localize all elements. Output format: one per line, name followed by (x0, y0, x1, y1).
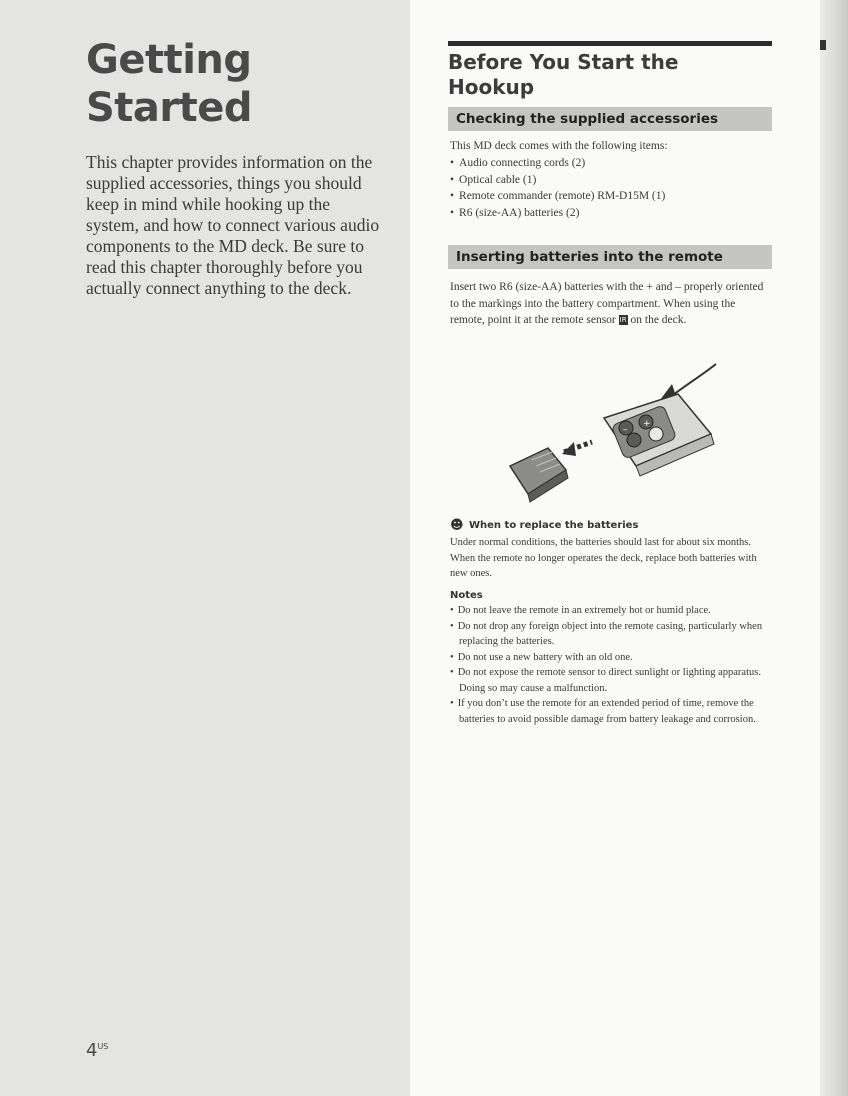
note-item: • Do not drop any foreign object into the remote casing, particularly when replacing the batteries. (450, 619, 772, 650)
tip-text: Under normal conditions, the batteries should last for about six months. When the remote no longer operates the deck, replace both batteries with new ones. (450, 537, 757, 579)
page-number-value: 4 (86, 1040, 98, 1061)
page-number-suffix: US (97, 1042, 109, 1051)
lightbulb-icon: ☻ (450, 518, 464, 533)
batteries-text-end: on the deck. (630, 314, 687, 326)
list-item: • Optical cable (1) (450, 172, 772, 189)
list-item: • Audio connecting cords (2) (450, 155, 772, 172)
page-number (86, 1040, 108, 1061)
note-item: • Do not leave the remote in an extremely hot or humid place. (450, 603, 772, 619)
batteries-instructions (450, 279, 772, 329)
note-item: • Do not expose the remote sensor to direct sunlight or lighting apparatus. Doing so may cause a malfunction. (450, 665, 772, 696)
chapter-title: Getting Started (86, 37, 253, 131)
list-item: • R6 (size-AA) batteries (2) (450, 205, 772, 222)
note-item: • Do not use a new battery with an old one. (450, 650, 772, 666)
notes-list (450, 603, 772, 727)
edge-mark (820, 40, 826, 50)
batteries-heading: Inserting batteries into the remote (448, 245, 772, 269)
note-item: • If you don’t use the remote for an extended period of time, remove the batteries to avoid possible damage from battery leakage and corrosion. (450, 696, 772, 727)
chapter-intro: This chapter provides information on the supplied accessories, things you should keep in mind while hooking up the system, and how to connect various audio components to the MD deck. Be sure to read this chapter thoroughly before you actually connect anything to the deck. (86, 152, 380, 298)
battery-minus-label: – (623, 425, 628, 435)
section-title: Before You Start the Hookup (448, 50, 679, 99)
notes-heading: Notes (450, 590, 483, 601)
battery (627, 433, 641, 447)
tip-heading: When to replace the batteries (469, 520, 639, 531)
list-item: • Remote commander (remote) RM-D15M (1) (450, 188, 772, 205)
batteries-text: Insert two R6 (size-AA) batteries with the + and – properly oriented to the markings into the battery compartment. When using the remote, point it at the remote sensor (450, 281, 764, 326)
remote-sensor-icon: IR (619, 316, 627, 325)
accessories-heading: Checking the supplied accessories (448, 107, 772, 131)
accessories-intro: This MD deck comes with the following items: (450, 140, 668, 152)
battery-insertion-illustration (496, 356, 726, 516)
accessories-list (450, 155, 772, 221)
next-page-edge (820, 0, 848, 1096)
battery (649, 427, 663, 441)
section-rule (448, 41, 772, 46)
slide-arrow-head (562, 442, 576, 456)
battery-plus-label: + (643, 419, 651, 429)
left-page (0, 0, 410, 1096)
